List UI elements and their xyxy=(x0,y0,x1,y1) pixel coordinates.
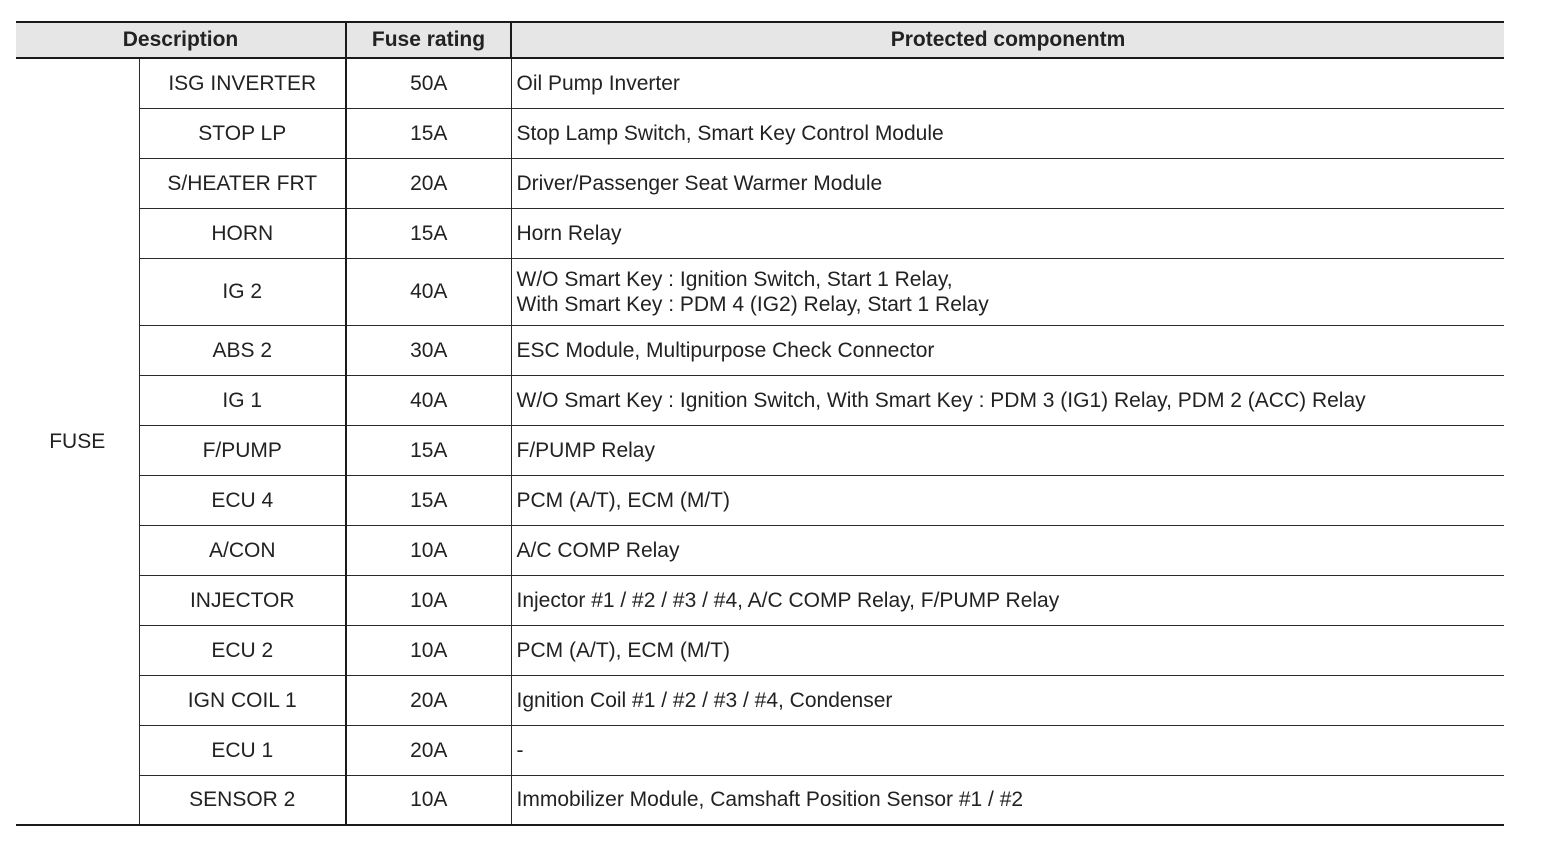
component-line: PCM (A/T), ECM (M/T) xyxy=(516,488,730,512)
component-line: ESC Module, Multipurpose Check Connector xyxy=(516,338,935,362)
component-line: Driver/Passenger Seat Warmer Module xyxy=(516,171,883,195)
fuse-name: ECU 4 xyxy=(139,475,346,525)
table-row xyxy=(16,725,1504,775)
table-row xyxy=(16,58,1504,108)
protected-component xyxy=(511,475,1504,525)
fuse-rating: 15A xyxy=(346,108,511,158)
fuse-rating: 10A xyxy=(346,625,511,675)
component-line: Oil Pump Inverter xyxy=(516,71,680,95)
table-row xyxy=(16,525,1504,575)
fuse-rating: 40A xyxy=(346,258,511,325)
table-row xyxy=(16,208,1504,258)
header-description: Description xyxy=(16,22,346,58)
fuse-name: ECU 1 xyxy=(139,725,346,775)
table-row xyxy=(16,575,1504,625)
protected-component xyxy=(511,108,1504,158)
table-header xyxy=(16,22,1504,58)
protected-component xyxy=(511,575,1504,625)
protected-component xyxy=(511,625,1504,675)
protected-component xyxy=(511,675,1504,725)
fuse-rating: 30A xyxy=(346,325,511,375)
fuse-name: SENSOR 2 xyxy=(139,775,346,825)
component-line: Horn Relay xyxy=(516,221,622,245)
component-line: Stop Lamp Switch, Smart Key Control Module xyxy=(516,121,944,145)
table-row xyxy=(16,375,1504,425)
fuse-rating: 15A xyxy=(346,208,511,258)
fuse-name: ISG INVERTER xyxy=(139,58,346,108)
fuse-name: A/CON xyxy=(139,525,346,575)
protected-component xyxy=(511,425,1504,475)
component-line: PCM (A/T), ECM (M/T) xyxy=(516,638,730,662)
protected-component xyxy=(511,208,1504,258)
fuse-rating: 20A xyxy=(346,725,511,775)
fuse-table xyxy=(16,21,1504,826)
component-line: F/PUMP Relay xyxy=(516,438,655,462)
protected-component xyxy=(511,775,1504,825)
fuse-name: IGN COIL 1 xyxy=(139,675,346,725)
protected-component xyxy=(511,375,1504,425)
table-row xyxy=(16,158,1504,208)
fuse-rating: 20A xyxy=(346,158,511,208)
header-fuse-rating: Fuse rating xyxy=(346,22,511,58)
fuse-rating: 15A xyxy=(346,425,511,475)
fuse-name: INJECTOR xyxy=(139,575,346,625)
table-row xyxy=(16,425,1504,475)
fuse-rating: 50A xyxy=(346,58,511,108)
fuse-name: STOP LP xyxy=(139,108,346,158)
fuse-name: IG 1 xyxy=(139,375,346,425)
fuse-rating: 15A xyxy=(346,475,511,525)
fuse-rating: 10A xyxy=(346,525,511,575)
fuse-rating: 20A xyxy=(346,675,511,725)
protected-component xyxy=(511,58,1504,108)
table-row xyxy=(16,475,1504,525)
header-protected-component: Protected componentm xyxy=(511,22,1504,58)
fuse-name: HORN xyxy=(139,208,346,258)
component-line: Ignition Coil #1 / #2 / #3 / #4, Condenser xyxy=(516,688,893,712)
fuse-rating: 10A xyxy=(346,775,511,825)
fuse-name: IG 2 xyxy=(139,258,346,325)
table-row xyxy=(16,325,1504,375)
table-row xyxy=(16,258,1504,325)
component-line: A/C COMP Relay xyxy=(516,538,680,562)
fuse-name: S/HEATER FRT xyxy=(139,158,346,208)
table-row xyxy=(16,775,1504,825)
table-row xyxy=(16,625,1504,675)
table-row xyxy=(16,108,1504,158)
protected-component xyxy=(511,725,1504,775)
fuse-name: F/PUMP xyxy=(139,425,346,475)
component-line: W/O Smart Key : Ignition Switch, With Smart Key : PDM 3 (IG1) Relay, PDM 2 (ACC) Relay xyxy=(516,388,1366,412)
component-line: Immobilizer Module, Camshaft Position Sensor #1 / #2 xyxy=(516,788,1024,812)
protected-component xyxy=(511,258,1504,325)
component-line: With Smart Key : PDM 4 (IG2) Relay, Start 1 Relay xyxy=(516,292,989,316)
component-line: W/O Smart Key : Ignition Switch, Start 1 Relay, xyxy=(516,267,953,291)
table-body xyxy=(16,58,1504,825)
fuse-name: ECU 2 xyxy=(139,625,346,675)
component-line: Injector #1 / #2 / #3 / #4, A/C COMP Relay, F/PUMP Relay xyxy=(516,588,1060,612)
component-line: - xyxy=(516,738,524,762)
fuse-name: ABS 2 xyxy=(139,325,346,375)
table-row xyxy=(16,675,1504,725)
protected-component xyxy=(511,325,1504,375)
protected-component xyxy=(511,158,1504,208)
fuse-rating: 10A xyxy=(346,575,511,625)
group-label-fuse: FUSE xyxy=(16,58,139,825)
protected-component xyxy=(511,525,1504,575)
fuse-rating: 40A xyxy=(346,375,511,425)
